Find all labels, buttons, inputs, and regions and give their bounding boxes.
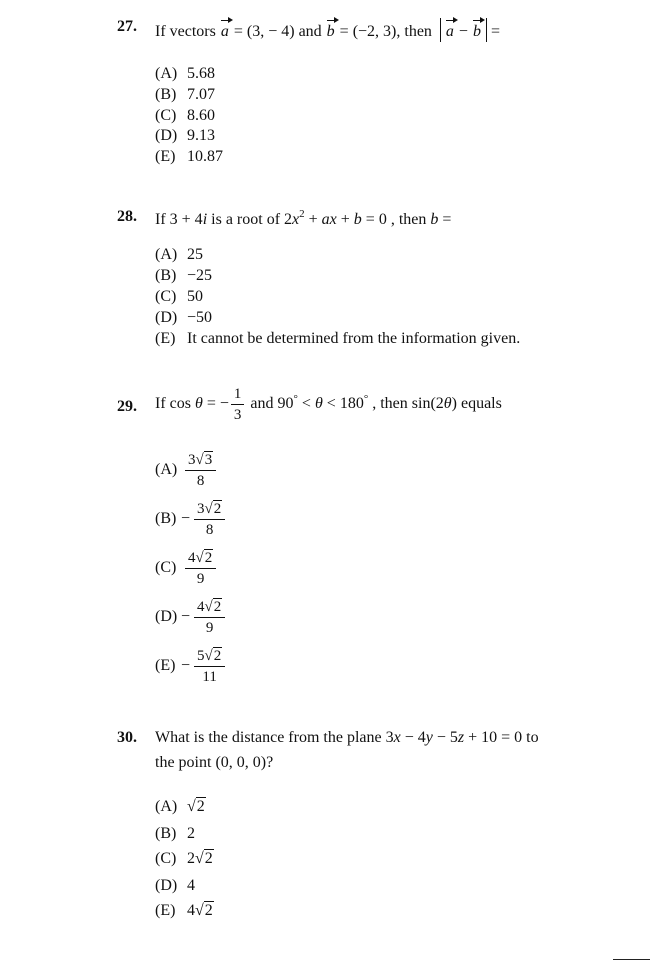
stem-text: < bbox=[297, 395, 315, 413]
numerator: 4√2 bbox=[194, 598, 225, 618]
option-text: 4 bbox=[187, 877, 195, 894]
option-e bbox=[155, 644, 227, 688]
option-label: (A) bbox=[155, 798, 178, 815]
abs-bar-left bbox=[440, 18, 441, 42]
coefficient: 2 bbox=[187, 850, 195, 867]
option-text: 10.87 bbox=[187, 148, 223, 165]
sign: − bbox=[181, 510, 191, 527]
stem-text: − 5 bbox=[432, 729, 458, 746]
stem-text: If 3 + 4 bbox=[155, 211, 203, 228]
option-d bbox=[155, 308, 212, 328]
stem-text: is a root of 2 bbox=[207, 211, 293, 228]
option-text: 8.60 bbox=[187, 107, 215, 124]
coefficient: 4 bbox=[187, 902, 195, 919]
theta: θ bbox=[194, 395, 203, 413]
exponent: 2 bbox=[299, 208, 305, 220]
stem-text: + bbox=[336, 211, 354, 228]
stem-text: = (−2, 3), then bbox=[335, 23, 432, 40]
coefficient: 4 bbox=[188, 549, 196, 566]
option-b bbox=[155, 824, 195, 844]
stem-text: , then sin bbox=[368, 395, 431, 413]
option-d bbox=[155, 595, 227, 639]
question-28 bbox=[0, 208, 650, 358]
fraction bbox=[194, 647, 225, 686]
option-label: (D) bbox=[155, 127, 178, 144]
option-label: (B) bbox=[155, 825, 177, 842]
denominator: 9 bbox=[205, 619, 214, 636]
option-c bbox=[155, 106, 215, 126]
paren-open: (2 bbox=[430, 395, 444, 413]
option-text: 25 bbox=[187, 246, 203, 263]
option-label: (B) bbox=[155, 86, 177, 103]
option-c bbox=[155, 287, 203, 307]
option-e bbox=[155, 329, 520, 349]
question-30 bbox=[0, 729, 650, 929]
vector-b: b bbox=[326, 23, 335, 40]
coefficient: 4 bbox=[197, 598, 205, 615]
question-stem bbox=[155, 385, 502, 424]
option-b bbox=[155, 497, 227, 541]
vector-b: b bbox=[472, 23, 481, 40]
stem-text: − 4 bbox=[400, 729, 426, 746]
sign: − bbox=[181, 608, 191, 625]
stem-text: = − bbox=[202, 395, 229, 413]
fraction bbox=[194, 500, 225, 539]
option-label: (A) bbox=[155, 65, 178, 82]
stem-text: and 90 bbox=[246, 395, 294, 413]
option-a bbox=[155, 245, 203, 265]
stem-text: equals bbox=[456, 395, 502, 413]
minus-sign: − bbox=[454, 23, 472, 40]
option-text: −25 bbox=[187, 267, 213, 284]
denominator: 11 bbox=[202, 668, 217, 685]
variable-b: b bbox=[353, 211, 362, 228]
question-29 bbox=[0, 385, 650, 695]
radicand: 2 bbox=[204, 850, 213, 867]
radicand: 2 bbox=[213, 500, 222, 517]
question-number: 27. bbox=[117, 18, 137, 35]
option-label: (C) bbox=[155, 850, 177, 867]
page-edge-line bbox=[613, 959, 650, 960]
denominator: 8 bbox=[196, 472, 205, 489]
option-label: (C) bbox=[155, 107, 177, 124]
stem-text: What is the distance from the plane 3 bbox=[155, 729, 394, 746]
variable-z: z bbox=[457, 729, 465, 746]
option-e bbox=[155, 147, 223, 167]
numerator: 3√2 bbox=[194, 500, 225, 520]
option-e: (E) 4√2 bbox=[155, 902, 213, 919]
option-label: (E) bbox=[155, 148, 176, 165]
sign: − bbox=[181, 657, 191, 674]
stem-text: = (3, − 4) and bbox=[229, 23, 326, 40]
degree-sign: ° bbox=[363, 393, 369, 406]
option-label: (A) bbox=[155, 461, 178, 478]
option-text: 2 bbox=[187, 825, 195, 842]
option-text: 5.68 bbox=[187, 65, 215, 82]
option-label: (A) bbox=[155, 246, 178, 263]
radicand: 2 bbox=[204, 549, 213, 566]
question-number: 28. bbox=[117, 208, 137, 225]
theta: θ bbox=[443, 395, 452, 413]
option-text: 50 bbox=[187, 288, 203, 305]
option-label: (D) bbox=[155, 309, 178, 326]
option-a bbox=[155, 448, 218, 492]
coefficient: 3 bbox=[188, 451, 196, 468]
option-label: (D) bbox=[155, 877, 178, 894]
numerator: 4√2 bbox=[185, 549, 216, 569]
variable-x: x bbox=[292, 211, 300, 228]
option-text: −50 bbox=[187, 309, 213, 326]
radicand: 2 bbox=[213, 598, 222, 615]
option-d bbox=[155, 126, 215, 146]
radicand: 2 bbox=[196, 798, 205, 815]
stem-text: = bbox=[438, 211, 452, 228]
vector-a: a bbox=[445, 23, 454, 40]
variable-x: x bbox=[393, 729, 401, 746]
variable-b: b bbox=[430, 211, 439, 228]
abs-bar-right bbox=[486, 18, 487, 42]
radicand: 3 bbox=[204, 451, 213, 468]
stem-text: + bbox=[304, 211, 322, 228]
option-label: (E) bbox=[155, 902, 176, 919]
stem-text: < 180 bbox=[322, 395, 364, 413]
radicand: 2 bbox=[204, 902, 213, 919]
numerator: 5√2 bbox=[194, 647, 225, 667]
stem-text: + 10 = 0 to bbox=[464, 729, 539, 746]
numerator: 3√3 bbox=[185, 451, 216, 471]
stem-text: = bbox=[490, 23, 500, 40]
option-d bbox=[155, 876, 195, 896]
denominator: 3 bbox=[233, 407, 242, 423]
option-text: 9.13 bbox=[187, 127, 215, 144]
option-label: (B) bbox=[155, 267, 177, 284]
question-stem bbox=[155, 208, 451, 229]
option-b bbox=[155, 85, 215, 105]
option-a bbox=[155, 64, 215, 84]
numerator: 1 bbox=[231, 385, 245, 405]
coefficient: 3 bbox=[197, 500, 205, 517]
option-a: (A) √2 bbox=[155, 798, 205, 815]
denominator: 8 bbox=[205, 521, 214, 538]
option-label: (B) bbox=[155, 510, 177, 527]
question-number: 29. bbox=[117, 398, 137, 415]
term-ax: ax bbox=[321, 211, 337, 228]
imaginary-unit: i bbox=[202, 211, 208, 228]
option-label: (E) bbox=[155, 330, 176, 347]
denominator: 9 bbox=[196, 570, 205, 587]
theta: θ bbox=[314, 395, 323, 413]
option-c: (C) 2√2 bbox=[155, 850, 213, 867]
question-stem bbox=[155, 18, 500, 42]
option-b bbox=[155, 266, 212, 286]
vector-a: a bbox=[220, 23, 229, 40]
fraction bbox=[185, 549, 216, 588]
option-label: (E) bbox=[155, 657, 176, 674]
stem-text: If cos bbox=[155, 395, 191, 413]
option-label: (C) bbox=[155, 288, 177, 305]
stem-text: If vectors bbox=[155, 23, 216, 40]
option-text: 7.07 bbox=[187, 86, 215, 103]
question-number: 30. bbox=[117, 729, 137, 746]
stem-text: = 0 , then bbox=[361, 211, 431, 228]
fraction bbox=[185, 451, 216, 490]
variable-y: y bbox=[425, 729, 433, 746]
question-27 bbox=[0, 18, 650, 168]
fraction bbox=[194, 598, 225, 637]
option-label: (C) bbox=[155, 559, 177, 576]
question-stem-line-2: the point (0, 0, 0)? bbox=[155, 754, 274, 771]
question-stem bbox=[155, 729, 539, 747]
paren-close: ) bbox=[451, 395, 457, 413]
coefficient: 5 bbox=[197, 647, 205, 664]
radicand: 2 bbox=[213, 647, 222, 664]
option-c bbox=[155, 546, 218, 590]
fraction-one-third bbox=[231, 385, 245, 424]
option-label: (D) bbox=[155, 608, 178, 625]
degree-sign: ° bbox=[293, 393, 298, 406]
option-text: It cannot be determined from the information given. bbox=[187, 330, 521, 347]
